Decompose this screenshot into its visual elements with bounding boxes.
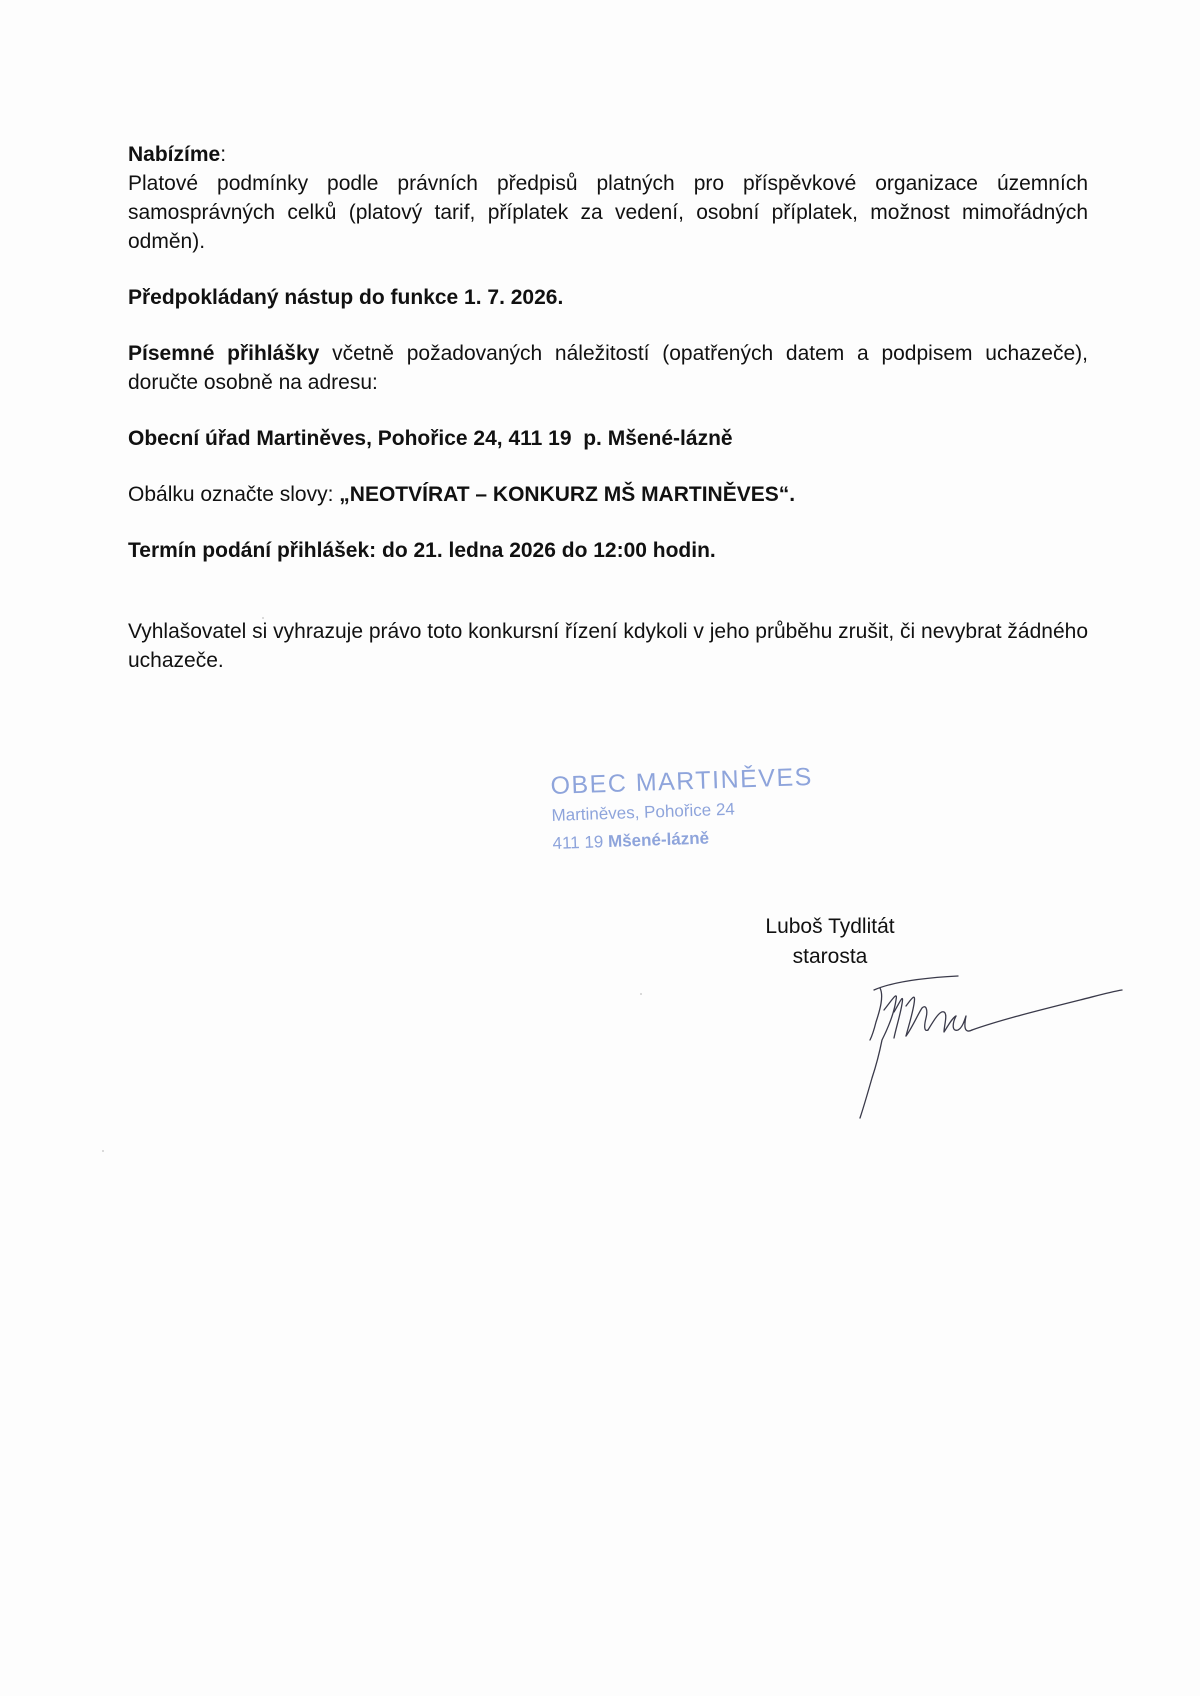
stamp-line-2: Martiněves, Pohořice 24 (551, 799, 736, 825)
stamp-town: Mšené-lázně (607, 828, 710, 852)
envelope-paragraph (128, 480, 1088, 509)
start-date-text: Předpokládaný nástup do funkce 1. 7. 2026. (128, 286, 564, 309)
offer-heading-label: Nabízíme (128, 143, 221, 166)
handwritten-signature (840, 970, 1130, 1140)
scan-speck (262, 617, 264, 619)
applications-label: Písemné přihlášky (128, 342, 320, 365)
signer-title: starosta (792, 945, 868, 968)
applications-text: včetně požadovaných náležitostí (opatřených datem a podpisem uchazeče), doručte osobně na adresu: (128, 342, 1088, 394)
reservation-paragraph: Vyhlašovatel si vyhrazuje právo toto konkursní řízení kdykoli v jeho průběhu zrušit, či nevybrat žádného uchazeče. (128, 620, 1088, 672)
applications-paragraph (128, 339, 1088, 397)
scan-speck (640, 993, 642, 995)
offer-heading (128, 140, 1088, 169)
offer-heading-colon: : (220, 143, 227, 166)
stamp-line-1: OBEC MARTINĚVES (550, 762, 814, 800)
address-text: Obecní úřad Martiněves, Pohořice 24, 411 19 p. Mšené-lázně (128, 427, 733, 450)
document-body (128, 140, 1088, 702)
signer-name: Luboš Tydlitát (765, 915, 895, 938)
deadline-paragraph (128, 536, 1088, 565)
address-paragraph (128, 424, 1088, 453)
envelope-label: „NEOTVÍRAT – KONKURZ MŠ MARTINĚVES“. (339, 483, 796, 506)
signer-block (740, 912, 920, 972)
scan-speck (102, 1150, 104, 1152)
stamp-postcode: 411 19 (552, 832, 609, 853)
deadline-text: Termín podání přihlášek: do 21. ledna 2026 do 12:00 hodin. (128, 539, 716, 562)
envelope-text: Obálku označte slovy: (128, 483, 340, 506)
offer-paragraph: Platové podmínky podle právních předpisů platných pro příspěvkové organizace územních samosprávných celků (platový tarif, příplatek za vedení, osobní příplatek, možnost mimořádných odměn). (128, 172, 1088, 253)
official-stamp (550, 760, 853, 858)
start-date-paragraph (128, 283, 1088, 312)
